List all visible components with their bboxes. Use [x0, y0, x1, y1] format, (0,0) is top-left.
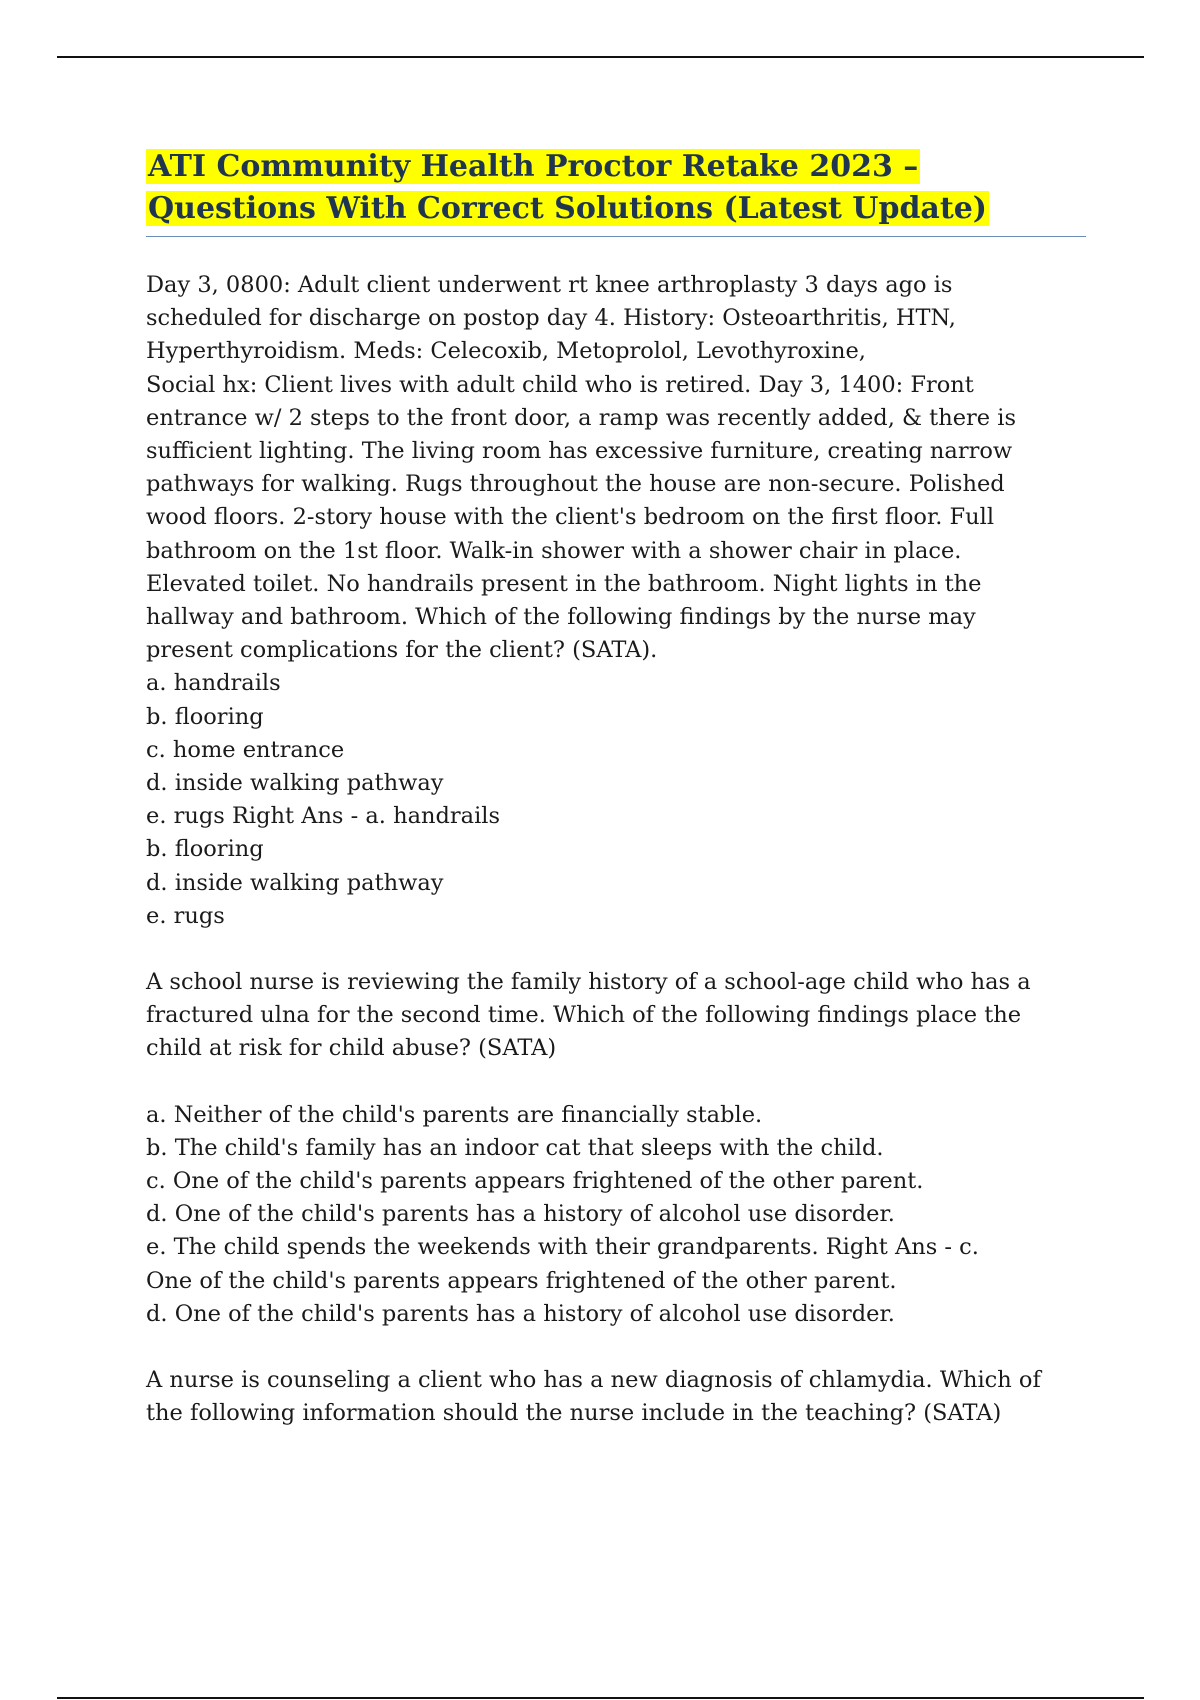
- option-line: d. One of the child's parents has a history of alcohol use disorder.: [146, 1201, 895, 1228]
- question-1-line: entrance w/ 2 steps to the front door, a ramp was recently added, & there is: [146, 404, 1016, 431]
- question-2-line: fractured ulna for the second time. Which of the following findings place the: [146, 1002, 1022, 1029]
- option-line: b. The child's family has an indoor cat that sleeps with the child.: [146, 1134, 884, 1161]
- answer-line: e. The child spends the weekends with their grandparents. Right Ans - c.: [146, 1234, 979, 1261]
- question-2-options: [146, 1099, 1086, 1331]
- question-3: [146, 1364, 1086, 1430]
- paragraph-gap: [146, 933, 1086, 966]
- answer-line: d. One of the child's parents has a history of alcohol use disorder.: [146, 1300, 895, 1327]
- question-1-line: Hyperthyroidism. Meds: Celecoxib, Metoprolol, Levothyroxine,: [146, 338, 866, 365]
- title-block: [146, 146, 1086, 237]
- question-1-line: pathways for walking. Rugs throughout the house are non-secure. Polished: [146, 471, 1005, 498]
- question-2-line: child at risk for child abuse? (SATA): [146, 1035, 557, 1062]
- option-line: c. home entrance: [146, 736, 345, 763]
- page-title: [146, 146, 1086, 230]
- question-2-stem: [146, 966, 1086, 1066]
- page-content: [146, 146, 1086, 1431]
- question-3-line: the following information should the nurse include in the teaching? (SATA): [146, 1400, 1002, 1427]
- answer-line: d. inside walking pathway: [146, 869, 444, 896]
- question-1-line: wood floors. 2-story house with the client's bedroom on the first floor. Full: [146, 504, 995, 531]
- header-rule: [57, 56, 1144, 58]
- question-1-line: sufficient lighting. The living room has excessive furniture, creating narrow: [146, 438, 1013, 465]
- question-1-line: Social hx: Client lives with adult child who is retired. Day 3, 1400: Front: [146, 371, 974, 398]
- footer-rule: [57, 1697, 1144, 1699]
- answer-line: e. rugs Right Ans - a. handrails: [146, 803, 501, 830]
- option-line: b. flooring: [146, 703, 264, 730]
- question-1-line: present complications for the client? (SATA).: [146, 637, 658, 664]
- title-line: Questions With Correct Solutions (Latest Update): [148, 191, 988, 226]
- option-line: a. Neither of the child's parents are financially stable.: [146, 1101, 763, 1128]
- question-1-line: Day 3, 0800: Adult client underwent rt knee arthroplasty 3 days ago is: [146, 272, 953, 298]
- question-2-line: A school nurse is reviewing the family history of a school-age child who has a: [146, 969, 1031, 996]
- question-1-line: Elevated toilet. No handrails present in the bathroom. Night lights in the: [146, 570, 982, 597]
- answer-line: One of the child's parents appears frightened of the other parent.: [146, 1267, 897, 1294]
- question-1-line: bathroom on the 1st floor. Walk-in shower with a shower chair in place.: [146, 537, 962, 564]
- answer-line: b. flooring: [146, 836, 264, 863]
- title-line: ATI Community Health Proctor Retake 2023 –: [148, 149, 919, 184]
- option-line: a. handrails: [146, 670, 281, 697]
- paragraph-gap: [146, 1066, 1086, 1099]
- question-3-line: A nurse is counseling a client who has a new diagnosis of chlamydia. Which of: [146, 1367, 1041, 1394]
- option-line: d. inside walking pathway: [146, 770, 444, 797]
- answer-line: e. rugs: [146, 902, 225, 929]
- paragraph-gap: [146, 1331, 1086, 1364]
- question-1-line: hallway and bathroom. Which of the following findings by the nurse may: [146, 604, 976, 631]
- question-1: [146, 269, 1086, 933]
- option-line: c. One of the child's parents appears frightened of the other parent.: [146, 1168, 924, 1195]
- question-1-line: scheduled for discharge on postop day 4. History: Osteoarthritis, HTN,: [146, 305, 956, 332]
